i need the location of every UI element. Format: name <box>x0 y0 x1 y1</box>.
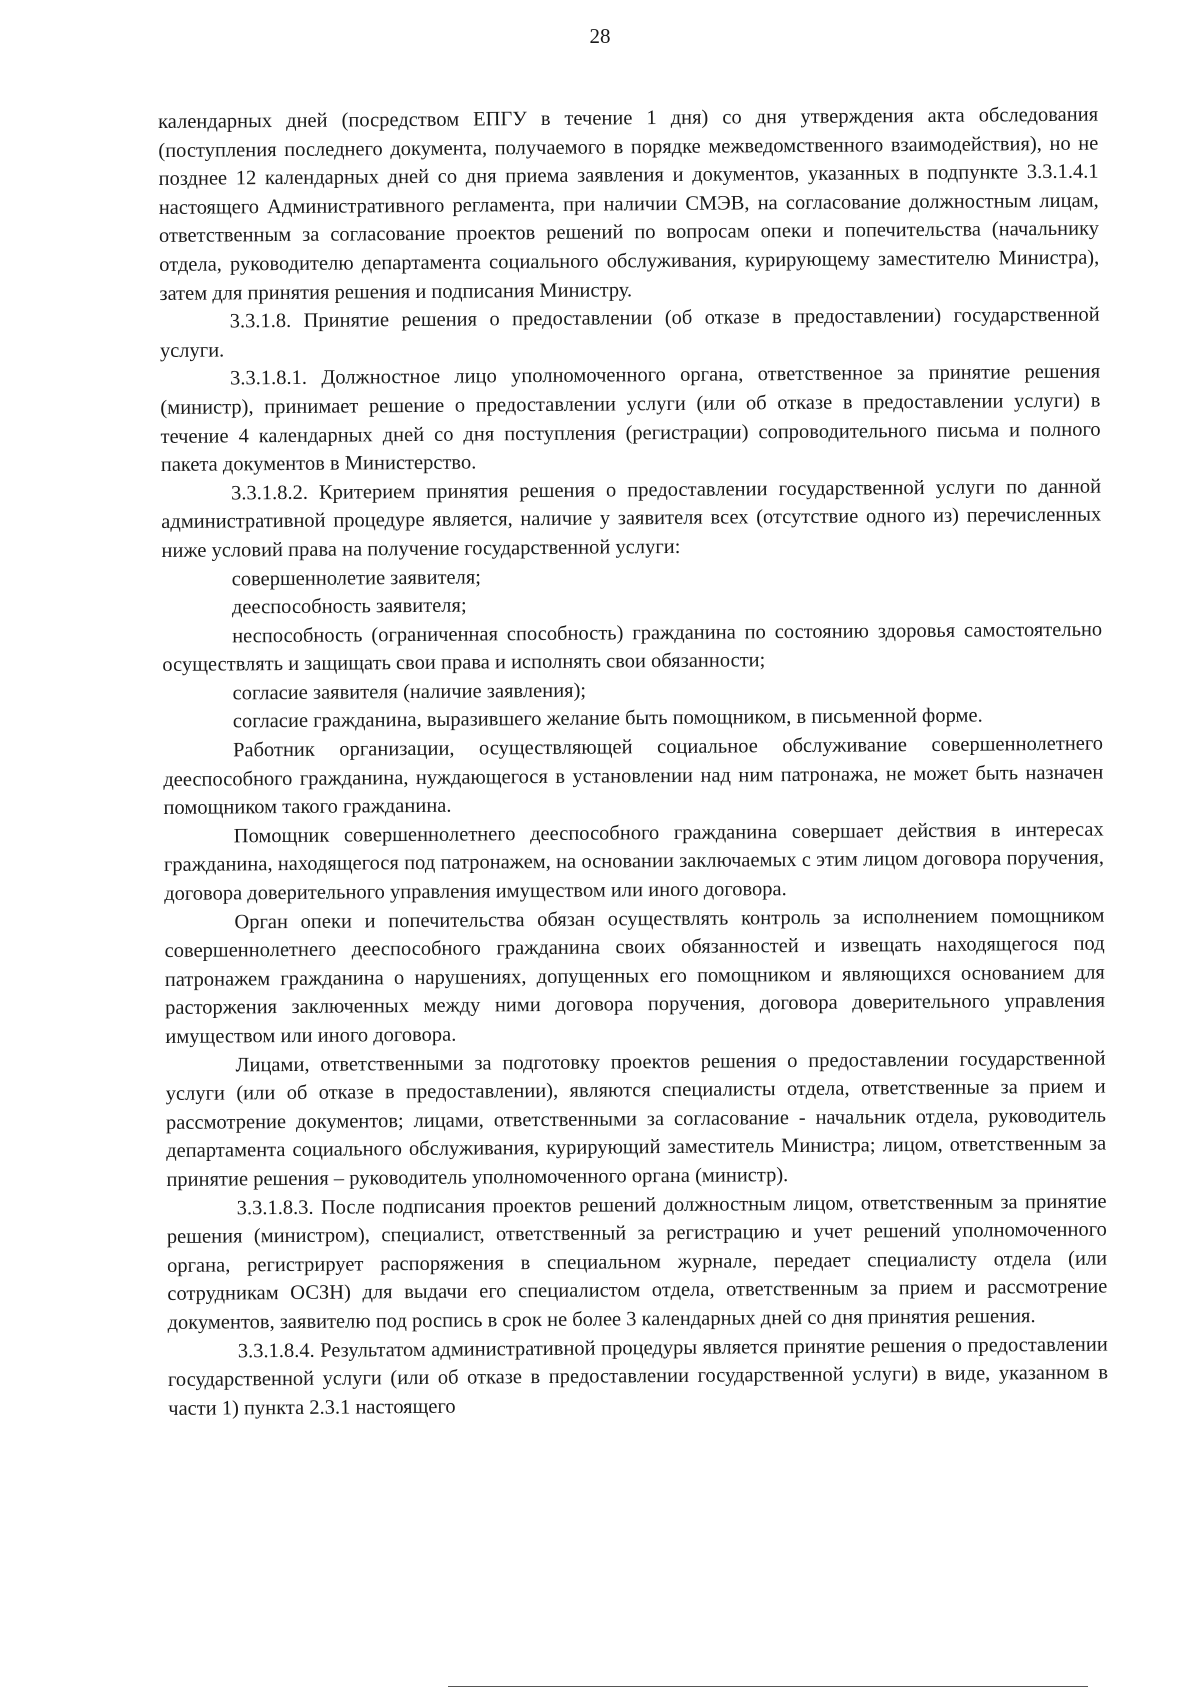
paragraph-guardianship-control: Орган опеки и попечительства обязан осуществлять контроль за исполнением помощником совершеннолетнего дееспособного гражданина своих обязанностей и извещать находящегося под патронажем гражданина о нарушениях, допущенных его помощником и являющихся основанием для расторжения заключенных между ними договора поручения, договора доверительного управления имуществом или иного договора. <box>164 904 1106 1048</box>
condition-item: совершеннолетие заявителя; <box>231 565 482 590</box>
footer-rule <box>448 1686 1088 1687</box>
paragraph-3-3-1-8-4: 3.3.1.8.4. Результатом административной процедуры является принятие решения о предоставлении государственной услуги (или об отказе в предоставлении государственной услуги) в виде, указанном в части 1) пункта 2.3.1 настоящего <box>167 1333 1109 1420</box>
paragraph-3-3-1-8-1: 3.3.1.8.1. Должностное лицо уполномоченного органа, ответственное за принятие решения (министр), принимает решение о предоставлении услуги (или об отказе в предоставлении услуги) в течение 4 календарных дней со дня поступления (регистрации) сопроводительного письма и полного пакета документов в Министерство. <box>160 360 1101 477</box>
condition-item: дееспособность заявителя; <box>231 594 467 619</box>
condition-item: согласие заявителя (наличие заявления); <box>232 679 587 705</box>
paragraph-3-3-1-8-3: 3.3.1.8.3. После подписания проектов решений должностным лицом, ответственным за принятие решения (министром), специалист, ответственный за регистрацию и учет решений уполномоченного органа, регистрирует распоряжения в специальном журнале, передает специалисту отдела (или сотрудникам ОСЗН) для выдачи его специалистом отдела, ответственным за прием и рассмотрение документов, заявителю под роспись в срок не более 3 календарных дней со дня принятия решения. <box>166 1190 1108 1334</box>
document-body <box>158 101 1108 1424</box>
paragraph-continuation: календарных дней (посредством ЕПГУ в течение 1 дня) со дня утверждения акта обследования (поступления последнего документа, получаемого в порядке межведомственного взаимодействия), но не позднее 12 календарных дней со дня приема заявления и документов, указанных в подпункте 3.3.1.4.1 настоящего Административного регламента, при наличии СМЭВ, на согласование должностным лицам, ответственным за согласование проектов решений по вопросам опеки и попечительства (начальнику отдела, руководителю департамента социального обслуживания, курирующему заместителю Министра), затем для принятия решения и подписания Министру. <box>158 103 1100 305</box>
paragraph-assistant-actions: Помощник совершеннолетнего дееспособного гражданина совершает действия в интересах гражданина, находящегося под патронажем, на основании заключаемых с этим лицом договора поручения, договора доверительного управления имуществом или иного договора. <box>163 818 1105 906</box>
paragraph-responsible-persons: Лицами, ответственными за подготовку проектов решения о предоставлении государственной услуги (или об отказе в предоставлении), являются специалисты отдела, ответственные за прием и рассмотрение документов; лицами, ответственными за согласование - начальник отдела, руководитель департамента социального обслуживания, курирующий заместитель Министра; лицом, ответственным за принятие решения – руководитель уполномоченного органа (министр). <box>165 1047 1107 1191</box>
condition-item: согласие гражданина, выразившего желание быть помощником, в письменной форме. <box>232 705 983 733</box>
condition-item: неспособность (ограниченная способность) гражданина по состоянию здоровья самостоятельно осуществлять и защищать свои права и исполнять свои обязанности; <box>162 618 1103 677</box>
paragraph-3-3-1-8: 3.3.1.8. Принятие решения о предоставлении (об отказе в предоставлении) государственной услуги. <box>159 303 1100 362</box>
paragraph-3-3-1-8-2: 3.3.1.8.2. Критерием принятия решения о предоставлении государственной услуги по данной административной процедуре является, наличие у заявителя всех (отсутствие одного из) перечисленных ниже условий права на получение государственной услуги: <box>161 475 1102 562</box>
page-number: 28 <box>589 24 611 48</box>
paragraph-worker-restriction: Работник организации, осуществляющей социальное обслуживание совершеннолетнего дееспособного гражданина, нуждающегося в установлении над ним патронажа, не может быть назначен помощником такого гражданина. <box>163 732 1104 820</box>
